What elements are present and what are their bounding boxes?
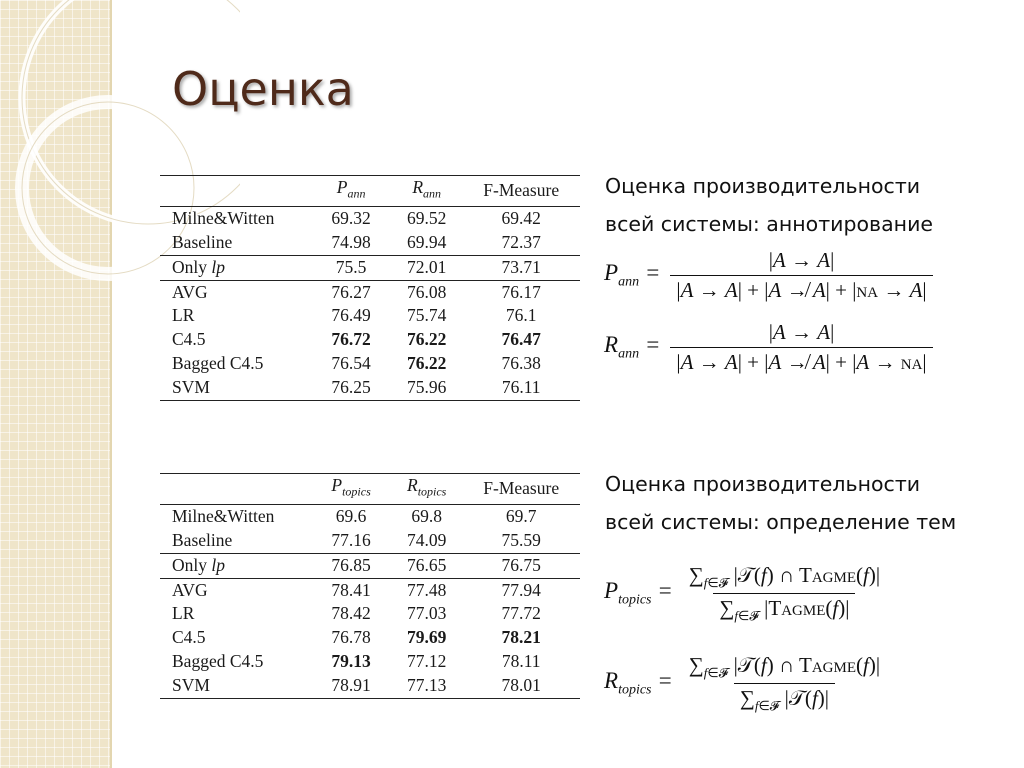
description-line: всей системы: определение тем	[605, 510, 957, 534]
row-label-cell: Milne&Witten	[172, 208, 275, 229]
precision-annotation-formula: $P_{ann}$ = $\frac{|A \to A|}{|A \to A| + |A ↛ A| + |na \to A|}$	[604, 248, 933, 303]
value-cell: 75.96	[391, 376, 462, 400]
table-row	[160, 328, 580, 352]
topics-results-table	[160, 473, 580, 699]
header-cell: $R_{topics}$	[391, 474, 462, 505]
recall-annotation-formula: $R_{ann}$ = $\frac{|A \to A|}{|A \to A| + |A ↛ A| + |A \to na|}$	[604, 320, 933, 375]
table-row	[160, 602, 580, 626]
table-row	[160, 304, 580, 328]
value-cell: 78.11	[501, 651, 541, 672]
value-cell: 77.12	[406, 651, 447, 672]
value-cell: 74.09	[406, 530, 447, 551]
table-row	[160, 207, 580, 231]
row-label-cell: LR	[172, 305, 195, 326]
value-cell: 75.5	[311, 255, 391, 280]
value-cell: 77.13	[391, 674, 462, 698]
header-cell-empty	[160, 474, 311, 505]
value-cell: 69.94	[406, 232, 447, 253]
value-cell: 76.47	[501, 329, 541, 350]
description-line: всей системы: аннотирование	[605, 212, 934, 236]
table-row	[160, 376, 580, 400]
row-label-cell: Only lp	[160, 553, 311, 578]
row-label-cell: AVG	[160, 280, 311, 304]
value-cell: 69.52	[406, 208, 447, 229]
value-cell: 77.48	[391, 578, 462, 602]
value-cell: 77.16	[331, 530, 371, 551]
topics-description	[605, 465, 956, 541]
table-header-row	[160, 474, 580, 505]
value-cell: 76.22	[406, 353, 447, 374]
value-cell: 77.94	[462, 578, 580, 602]
value-cell: 72.37	[501, 232, 541, 253]
row-label-cell: Baseline	[172, 530, 233, 551]
header-cell: $P_{ann}$	[311, 176, 391, 207]
precision-topics-formula: $P_{topics}$ = $\frac{\sum_{f\in 𝓕} |𝒯(f) \cap Tagme(f)|}{\sum_{f\in 𝓕} |Tagme(f)|}$	[604, 563, 881, 624]
value-cell: 72.01	[391, 255, 462, 280]
table-row	[160, 352, 580, 376]
table-header-row	[160, 176, 580, 207]
annotation-results-table	[160, 175, 580, 401]
slide-title: Оценка	[172, 62, 354, 116]
recall-topics-formula: $R_{topics}$ = $\frac{\sum_{f\in 𝓕} |𝒯(f) \cap Tagme(f)|}{\sum_{f\in 𝓕} |𝒯(f)|}$	[604, 653, 881, 714]
value-cell: 76.08	[391, 280, 462, 304]
value-cell: 76.38	[501, 353, 541, 374]
value-cell: 76.75	[462, 553, 580, 578]
value-cell: 76.22	[406, 329, 447, 350]
value-cell: 77.72	[501, 603, 541, 624]
value-cell: 69.8	[411, 506, 442, 527]
value-cell: 75.59	[501, 530, 541, 551]
value-cell: 69.42	[501, 208, 541, 229]
header-cell: $P_{topics}$	[311, 474, 391, 505]
row-label-cell: Bagged C4.5	[172, 353, 264, 374]
table-row	[160, 650, 580, 674]
value-cell: 76.1	[505, 305, 537, 326]
row-label-cell: Baseline	[172, 232, 233, 253]
value-cell: 76.11	[462, 376, 580, 400]
header-cell: $R_{ann}$	[391, 176, 462, 207]
value-cell: 76.49	[331, 305, 371, 326]
value-cell: 69.32	[331, 208, 371, 229]
table-row	[160, 529, 580, 553]
row-label-cell: C4.5	[172, 627, 206, 648]
table-row	[160, 674, 580, 698]
table-row	[160, 578, 580, 602]
table-row	[160, 505, 580, 529]
table-row	[160, 626, 580, 650]
value-cell: 76.78	[331, 627, 371, 648]
value-cell: 76.54	[331, 353, 371, 374]
value-cell: 73.71	[462, 255, 580, 280]
value-cell: 78.41	[311, 578, 391, 602]
value-cell: 77.03	[406, 603, 447, 624]
value-cell: 76.27	[311, 280, 391, 304]
row-label-cell: C4.5	[172, 329, 206, 350]
header-cell-empty	[160, 176, 311, 207]
value-cell: 74.98	[331, 232, 371, 253]
description-line: Оценка производительности	[605, 472, 921, 496]
value-cell: 76.25	[311, 376, 391, 400]
value-cell: 75.74	[406, 305, 447, 326]
table-row	[160, 231, 580, 255]
row-label-cell: LR	[172, 603, 195, 624]
value-cell: 76.72	[331, 329, 371, 350]
value-cell: 78.21	[501, 627, 541, 648]
value-cell: 78.42	[331, 603, 371, 624]
row-label-cell: Milne&Witten	[172, 506, 275, 527]
header-cell: F-Measure	[462, 474, 580, 505]
header-cell: F-Measure	[462, 176, 580, 207]
annotation-description	[605, 167, 933, 243]
table-row	[160, 255, 580, 280]
table-row	[160, 280, 580, 304]
value-cell: 76.17	[462, 280, 580, 304]
description-line: Оценка производительности	[605, 174, 921, 198]
row-label-cell: Bagged C4.5	[172, 651, 264, 672]
value-cell: 79.69	[406, 627, 447, 648]
row-label-cell: SVM	[160, 376, 311, 400]
row-label-cell: SVM	[160, 674, 311, 698]
value-cell: 78.01	[462, 674, 580, 698]
value-cell: 79.13	[331, 651, 371, 672]
value-cell: 69.6	[335, 506, 367, 527]
value-cell: 69.7	[505, 506, 537, 527]
value-cell: 78.91	[311, 674, 391, 698]
value-cell: 76.65	[391, 553, 462, 578]
table-row	[160, 553, 580, 578]
row-label-cell: Only lp	[160, 255, 311, 280]
row-label-cell: AVG	[160, 578, 311, 602]
value-cell: 76.85	[311, 553, 391, 578]
